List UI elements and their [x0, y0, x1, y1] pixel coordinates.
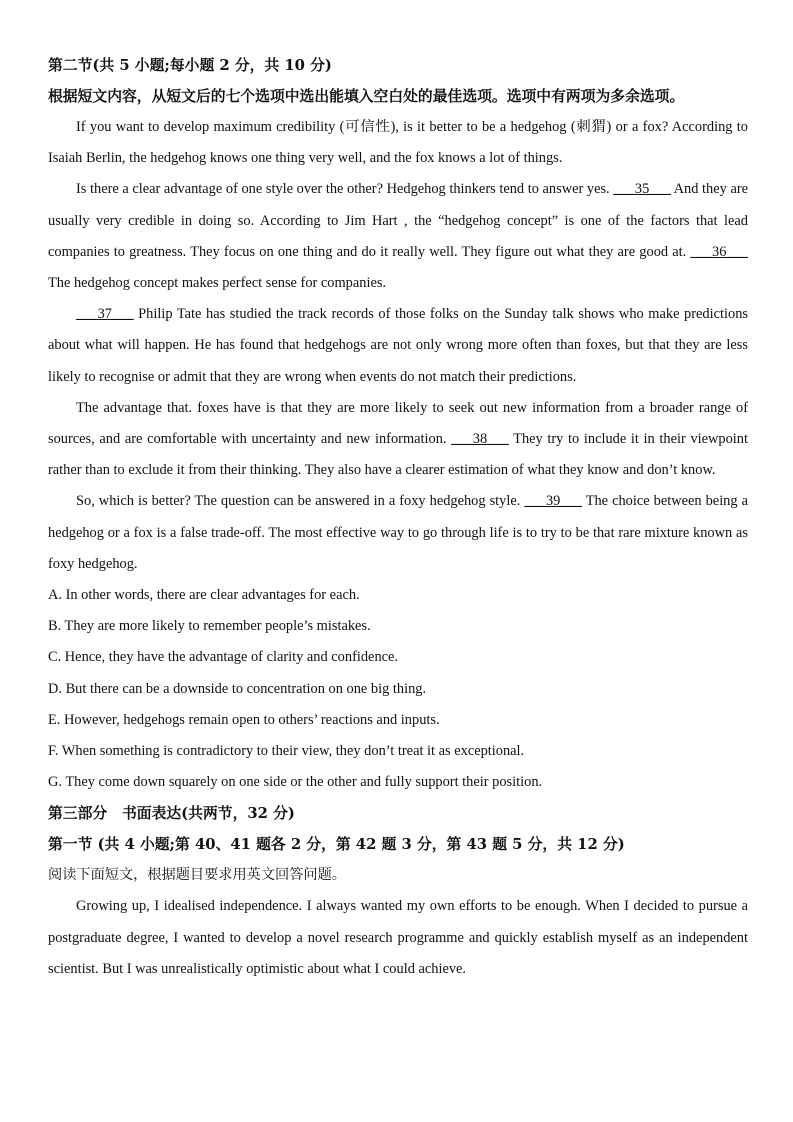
- option-d: D. But there can be a downside to concentration on one big thing.: [48, 680, 427, 697]
- options-list: [48, 580, 748, 798]
- part3-title: 第三部分 书面表达(共两节，32 分): [48, 805, 295, 823]
- passage-paragraph-2: [48, 174, 748, 299]
- part3-section1-title: 第一节 (共 4 小题;第 40、41 题各 2 分，第 42 题 3 分，第 43 题 5 分，共 12 分): [48, 836, 625, 854]
- passage-p2b-text: And they are usually very credible in doing so. According to Jim Hart , the “hedgehog concept” is one of the factors that lead companies to greatness. They focus on one thing and do it really well. They figure out what they are good at.: [48, 181, 749, 260]
- option-e: E. However, hedgehogs remain open to others’ reactions and inputs.: [48, 711, 440, 728]
- passage-p5b-text: The choice between being a hedgehog or a fox is a false trade-off. The most effective way to go through life is to try to be that rare mixture known as foxy hedgehog.: [48, 493, 748, 572]
- section2-instruction: 根据短文内容，从短文后的七个选项中选出能填入空白处的最佳选项。选项中有两项为多余选项。: [48, 88, 685, 105]
- passage-p4a-text: The advantage that. foxes have is that they are more likely to seek out new information from a broader range of sources, and are comfortable with uncertainty and new information.: [48, 399, 748, 448]
- document-page: [48, 50, 748, 985]
- passage-p2c-text: The hedgehog concept makes perfect sense for companies.: [48, 275, 387, 292]
- passage-p2a-text: Is there a clear advantage of one style over the other? Hedgehog thinkers tend to answer yes.: [76, 181, 614, 198]
- blank-36: ___36___: [690, 243, 748, 260]
- option-a: A. In other words, there are clear advantages for each.: [48, 587, 360, 604]
- passage-p5a-text: So, which is better? The question can be answered in a foxy hedgehog style.: [76, 493, 525, 510]
- passage-paragraph-4: [48, 393, 748, 487]
- passage-p3-text: Philip Tate has studied the track records of those folks on the Sunday talk shows who make predictions about what will happen. He has found that hedgehogs are not only wrong more often than foxes, but that they are less likely to recognise or admit that they are wrong when events do not match their predictions.: [48, 306, 748, 385]
- part3-instruction: 阅读下面短文，根据题目要求用英文回答问题。: [48, 867, 346, 884]
- blank-39: ___39___: [524, 493, 582, 510]
- blank-35: ___35___: [613, 181, 671, 198]
- option-f: F. When something is contradictory to their view, they don’t treat it as exceptional.: [48, 743, 525, 760]
- blank-38: ___38___: [451, 431, 509, 448]
- passage-p1-text: If you want to develop maximum credibility (可信性), is it better to be a hedgehog (刺猬) or a fox? According to Isaiah Berlin, the hedgehog knows one thing very well, and the fox knows a lot of things.: [48, 119, 748, 167]
- passage-paragraph-3: [48, 299, 748, 393]
- part3-paragraph-1: Growing up, I idealised independence. I always wanted my own efforts to be enough. When I decided to pursue a postgraduate degree, I wanted to develop a novel research programme and quickly establish myself as an independent scientist. But I was unrealistically optimistic about what I could achieve.: [48, 898, 748, 977]
- passage-paragraph-5: [48, 486, 748, 580]
- passage-p4b-text: They try to include it in their viewpoint rather than to exclude it from their thinking. They also have a clearer estimation of what they know and don’t know.: [48, 431, 748, 479]
- option-g: G. They come down squarely on one side or the other and fully support their position.: [48, 774, 543, 791]
- option-b: B. They are more likely to remember people’s mistakes.: [48, 618, 371, 635]
- section2-title: 第二节(共 5 小题;每小题 2 分，共 10 分): [48, 57, 332, 74]
- option-c: C. Hence, they have the advantage of clarity and confidence.: [48, 649, 399, 666]
- blank-37: ___37___: [76, 306, 134, 323]
- passage-paragraph-1: [48, 112, 748, 174]
